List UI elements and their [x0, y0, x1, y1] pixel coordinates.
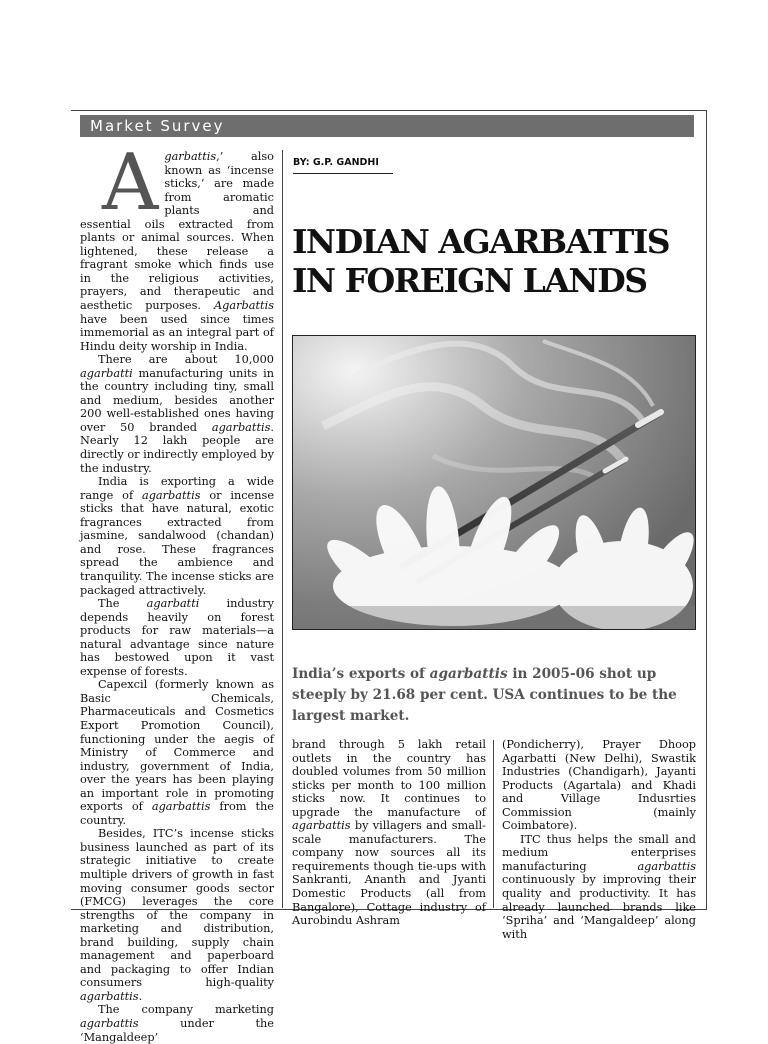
drop-cap: A — [102, 138, 159, 228]
text-run: (Pondicherry), Prayer Dhoop Agarbatti (New Delhi), Swastik Industries (Chandigarh), Jayanti Products (Agartala) and Khadi and Village Indusrties Commission (mainly Coimbatore). — [502, 738, 696, 833]
section-banner: Market Survey — [80, 115, 694, 137]
text-run: have been used since times immemorial as an integral part of Hindu deity worship in India. — [80, 312, 274, 353]
text-run: The company marketing — [98, 1003, 274, 1017]
top-rule — [71, 110, 707, 111]
italic-term: agarbattis — [211, 420, 271, 434]
text-run: Besides, ITC’s incense sticks business launched as part of its strategic initiative to create multiple drivers of growth in fast moving consumer goods sector (FMCG) leverages the core strengths of the company in marketing and distribution, brand building, supply chain management and paperboard and packaging to offer Indian consumers high-quality — [80, 827, 274, 990]
text-run: Capexcil (formerly known as Basic Chemicals, Pharmaceuticals and Cosmetics Export Promotion Council), functioning under the aegis of Ministry of Commerce and industry, government of India, over the years has been playing an important role in promoting exports of — [80, 678, 274, 814]
italic-term: agarbatti — [146, 597, 200, 611]
italic-term: agarbattis — [141, 488, 201, 502]
paragraph-3 — [80, 475, 274, 597]
text-run: India is exporting a wide range of — [80, 475, 274, 502]
text-run: by villagers and small-scale manufacturers. The company now sources all its requirements though tie-ups with Sankranti, Ananth and Jyanti Domestic Products (all from Bangalore), Cottage industry of Aurobindu Ashram — [292, 819, 486, 928]
paragraph-2 — [80, 353, 274, 475]
italic-term: agarbatti — [80, 366, 133, 380]
text-run: industry depends heavily on forest products for raw materials—a natural advantage since nature has bestowed upon it vast expense of forests. — [80, 597, 274, 678]
paragraph-right-1 — [502, 738, 696, 833]
byline: BY: G.P. GANDHI — [293, 157, 393, 174]
italic-term: agarbattis — [80, 989, 139, 1003]
paragraph-mid — [292, 738, 486, 928]
paragraph-5 — [80, 678, 274, 827]
italic-term: agarbattis — [80, 1017, 139, 1030]
article-column-right — [502, 738, 696, 941]
column-divider — [282, 150, 283, 908]
headline-line-2: IN FOREIGN LANDS — [292, 261, 647, 300]
italic-term: Agarbattis — [214, 299, 274, 313]
paragraph-4 — [80, 597, 274, 678]
text-run: manufacturing units in the country including tiny, small and medium, besides another 200 well-established ones having over 50 branded — [80, 366, 274, 434]
article-column-left — [80, 138, 275, 1044]
headline — [292, 222, 692, 300]
italic-term: agarbattis — [292, 819, 351, 833]
text-run: under the ‘Mangaldeep’ — [80, 1017, 274, 1044]
text-run: ,’ also known as ‘incense sticks,’ are made from aromatic plants and essential oils extracted from plants or animal sources. When lightened, these release a fragrant smoke which finds use in the religious activities, prayers, and therapeutic and aesthetic purposes. — [80, 150, 274, 313]
text-run: . Nearly 12 lakh people are directly or indirectly employed by the industry. — [80, 420, 274, 475]
text-run: . — [138, 989, 143, 1003]
text-run: or incense sticks that have natural, exotic fragrances extracted from jasmine, sandalwood (chandan) and rose. These fragrances spread the ambience and tranquility. The incense sticks are packaged attractively. — [80, 488, 275, 597]
text-run: brand through 5 lakh retail outlets in the country has doubled volumes from 50 million sticks per month to 100 million sticks now. It continues to upgrade the manufacture of — [292, 738, 486, 819]
incense-photo — [292, 335, 696, 630]
text-run: ITC thus helps the small and medium enterprises manufacturing — [502, 832, 696, 873]
italic-term: agarbattis — [637, 859, 696, 873]
paragraph-1 — [80, 138, 274, 353]
right-rule — [706, 110, 707, 910]
italic-term: agarbattis — [151, 800, 211, 814]
headline-line-1: INDIAN AGARBATTIS — [292, 222, 670, 261]
paragraph-6 — [80, 827, 274, 1003]
text-run: There are about 10,000 — [98, 353, 274, 367]
article-column-middle — [292, 738, 486, 928]
italic-term: garbattis — [164, 150, 217, 163]
text-run: The — [98, 597, 147, 611]
column-divider-2 — [493, 740, 494, 908]
paragraph-right-2 — [502, 833, 696, 941]
text-run: from the country. — [80, 800, 274, 827]
deck-summary: India’s exports of agarbattis in 2005-06 shot up steeply by 21.68 per cent. USA continues to be the largest market. — [292, 666, 677, 724]
text-run: continuously by improving their quality and productivity. It has already launched brands like ‘Spriha’ and ‘Mangaldeep’ along with — [502, 873, 696, 941]
